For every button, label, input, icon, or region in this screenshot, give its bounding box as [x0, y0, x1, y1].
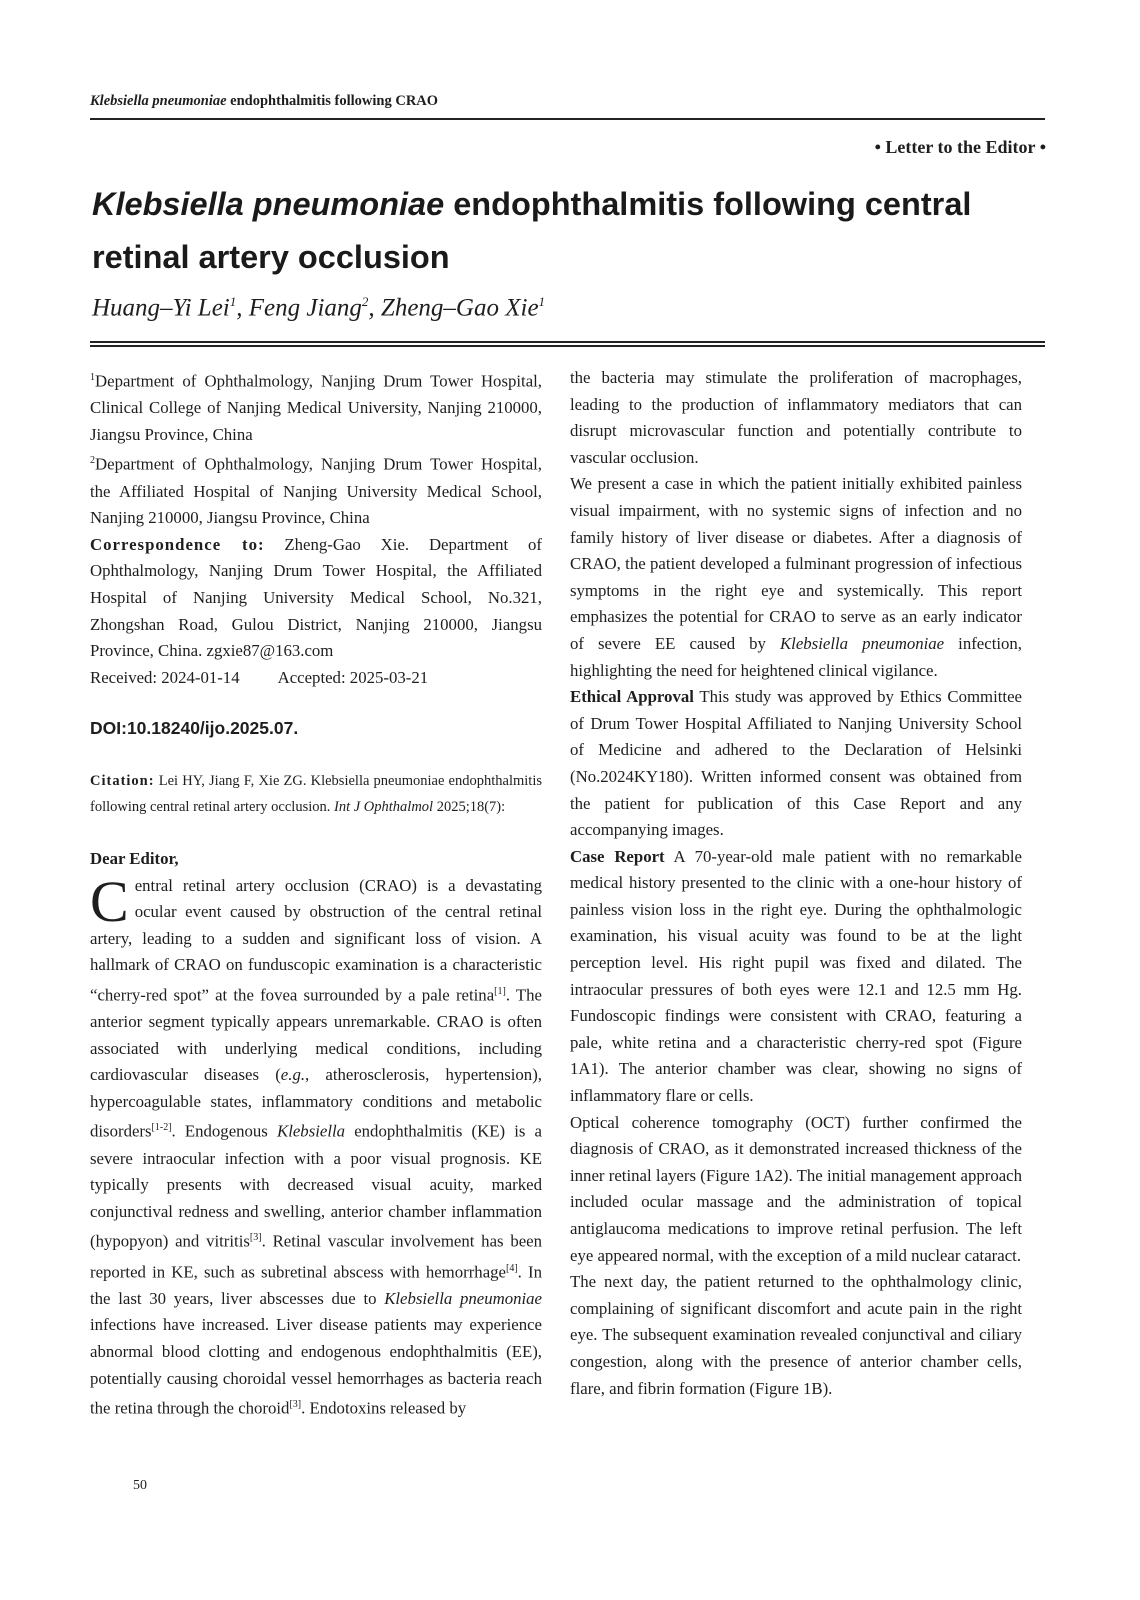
italic-term: e.g.: [280, 1065, 306, 1085]
section-label: • Letter to the Editor •: [874, 137, 1046, 157]
ethics-label: Ethical Approval: [570, 687, 694, 707]
accepted-date: Accepted: 2025-03-21: [277, 667, 429, 687]
correspondence: [90, 532, 542, 665]
left-column: [90, 365, 542, 1422]
author-1-affiliation: 1: [229, 294, 237, 309]
header-rule: [90, 118, 1045, 120]
case-report-label: Case Report: [570, 846, 665, 866]
citation-tail: 2025;18(7):: [433, 798, 506, 815]
intro-paragraph: [90, 868, 543, 1423]
reference-marker: [3]: [249, 1232, 262, 1244]
citation-text: Lei HY, Jiang F, Xie ZG. Klebsiella pneumoniae endophthalmitis following central retinal artery occlusion.: [90, 772, 542, 815]
drop-cap: C: [90, 868, 129, 934]
text-run: We present a case in which the patient initially exhibited painless visual impairment, with no systemic signs of infection and no family history of liver disease or diabetes. After a diagnosis of CRAO, the patient developed a fulminant progression of infectious symptoms in the right eye and systemically. This report emphasizes the potential for CRAO to serve as an early indicator of severe EE caused by: [570, 474, 1022, 653]
case-report-paragraph: [570, 844, 1022, 1110]
running-head-italic: Klebsiella pneumoniae: [90, 93, 227, 109]
running-head: [90, 93, 438, 110]
author-rule-bottom: [90, 345, 1045, 347]
correspondence-text: Zheng-Gao Xie. Department of Ophthalmology, Nanjing Drum Tower Hospital, the Affiliated Hospital of Nanjing University Medical School, No.321, Zhongshan Road, Gulou District, Nanjing 210000, Jiangsu Province, China. zgxie87@163.com: [90, 534, 542, 661]
text-run: entral retinal artery occlusion (CRAO) is a devastating ocular event caused by obstruction of the central retinal artery, leading to a sudden and significant loss of vision. A hallmark of CRAO on funduscopic examination is a characteristic “cherry-red spot” at the fovea surrounded by a pale retina: [90, 875, 542, 1005]
received-date: Received: 2024-01-14: [90, 667, 240, 687]
body-paragraph-2: [570, 471, 1022, 684]
title-rest: endophthalmitis following central retinal artery occlusion: [92, 186, 972, 275]
text-run: . Endotoxins released by: [301, 1398, 467, 1418]
author-1: Huang–Yi Lei: [92, 294, 230, 322]
text-run: infections have increased. Liver disease patients may experience abnormal blood clotting and endogenous endophthalmitis (EE), potentially causing choroidal vessel hemorrhages as bacteria reach the retina through the choroid: [90, 1315, 542, 1418]
author-rule-top: [90, 341, 1045, 343]
affiliation-2-text: Department of Ophthalmology, Nanjing Drum Tower Hospital, the Affiliated Hospital of Nanjing University Medical School, Nanjing 210000, Jiangsu Province, China: [90, 454, 542, 528]
text-run: , atherosclerosis, hypertension), hypercoagulable states, inflammatory conditions and metabolic disorders: [90, 1065, 542, 1142]
text-run: . In the last 30 years, liver abscesses due to: [90, 1262, 542, 1308]
reference-marker: [1-2]: [151, 1122, 172, 1134]
reference-marker: [3]: [289, 1399, 302, 1411]
author-3-affiliation: 1: [538, 294, 546, 309]
affiliation-1-text: Department of Ophthalmology, Nanjing Drum Tower Hospital, Clinical College of Nanjing Medical University, Nanjing 210000, Jiangsu Province, China: [90, 371, 542, 444]
text-run: . Endogenous: [171, 1122, 277, 1142]
text-run: . Retinal vascular involvement has been reported in KE, such as subretinal abscess with hemorrhage: [90, 1232, 543, 1282]
affiliation-1: [90, 365, 542, 448]
author-2: Feng Jiang: [248, 294, 362, 322]
author-3: Zheng–Gao Xie: [380, 294, 539, 322]
citation: [90, 768, 542, 820]
doi: DOI:10.18240/ijo.2025.07.: [90, 718, 299, 739]
body-paragraph-1: the bacteria may stimulate the proliferation of macrophages, leading to the production of inflammatory mediators that can disrupt microvascular function and potentially contribute to vascular occlusion.: [570, 368, 1022, 467]
correspondence-label: Correspondence to:: [90, 534, 265, 554]
affiliation-1-mark: 1: [90, 372, 95, 383]
reference-marker: [1]: [494, 985, 506, 997]
author-2-affiliation: 2: [361, 294, 369, 309]
salutation: Dear Editor,: [90, 848, 179, 868]
running-head-rest: endophthalmitis following CRAO: [226, 93, 439, 109]
citation-journal: Int J Ophthalmol: [334, 798, 434, 815]
italic-term: Klebsiella: [277, 1122, 346, 1142]
case-report-text: A 70-year-old male patient with no remarkable medical history presented to the clinic with a one-hour history of painless vision loss in the right eye. During the ophthalmologic examination, his visual acuity was found to be at the light perception level. His right pupil was fixed and dilated. The intraocular pressures of both eyes were 12.1 and 12.5 mm Hg. Fundoscopic findings were consistent with CRAO, featuring a pale, white retina and a characteristic cherry-red spot (Figure 1A1). The anterior chamber was clear, showing no signs of inflammatory flare or cells.: [570, 846, 1023, 1106]
right-column: [570, 365, 1022, 1402]
italic-term: Klebsiella pneumoniae: [384, 1288, 542, 1308]
body-paragraph-4: The next day, the patient returned to the ophthalmology clinic, complaining of significant discomfort and acute pain in the right eye. The subsequent examination revealed conjunctival and ciliary congestion, along with the presence of anterior chamber cells, flare, and fibrin formation (Figure 1B).: [570, 1272, 1022, 1398]
text-run: infection, highlighting the need for heightened clinical vigilance.: [570, 633, 1022, 680]
title-italic: Klebsiella pneumoniae: [92, 186, 445, 222]
article-title: [92, 178, 1052, 284]
ethics-text: This study was approved by Ethics Committee of Drum Tower Hospital Affiliated to Nanjing University School of Medicine and adhered to the Declaration of Helsinki (No.2024KY180). Written informed consent was obtained from the patient for publication of this Case Report and any accompanying images.: [570, 687, 1022, 840]
affiliation-2: [90, 448, 542, 531]
text-run: . The anterior segment typically appears unremarkable. CRAO is often associated with underlying medical conditions, including cardiovascular diseases (: [90, 985, 542, 1085]
author-list: [92, 294, 545, 322]
ethics-paragraph: [570, 684, 1022, 844]
italic-term: Klebsiella pneumoniae: [779, 633, 945, 653]
reference-marker: [4]: [505, 1262, 518, 1274]
text-run: endophthalmitis (KE) is a severe intraocular infection with a poor visual prognosis. KE typically presents with decreased visual acuity, marked conjunctival redness and swelling, anterior chamber inflammation (hypopyon) and vitritis: [90, 1122, 542, 1251]
author-separator: ,: [236, 294, 249, 322]
body-paragraph-3: Optical coherence tomography (OCT) further confirmed the diagnosis of CRAO, as it demonstrated increased thickness of the inner retinal layers (Figure 1A2). The initial management approach included ocular massage and the administration of topical antiglaucoma medications to improve retinal perfusion. The left eye appeared normal, with the exception of a mild nuclear cataract.: [570, 1112, 1022, 1265]
dates: [90, 665, 542, 692]
affiliation-2-mark: 2: [90, 455, 95, 467]
author-separator: ,: [368, 294, 381, 322]
page-number: 50: [133, 1478, 147, 1493]
citation-label: Citation:: [90, 772, 155, 789]
